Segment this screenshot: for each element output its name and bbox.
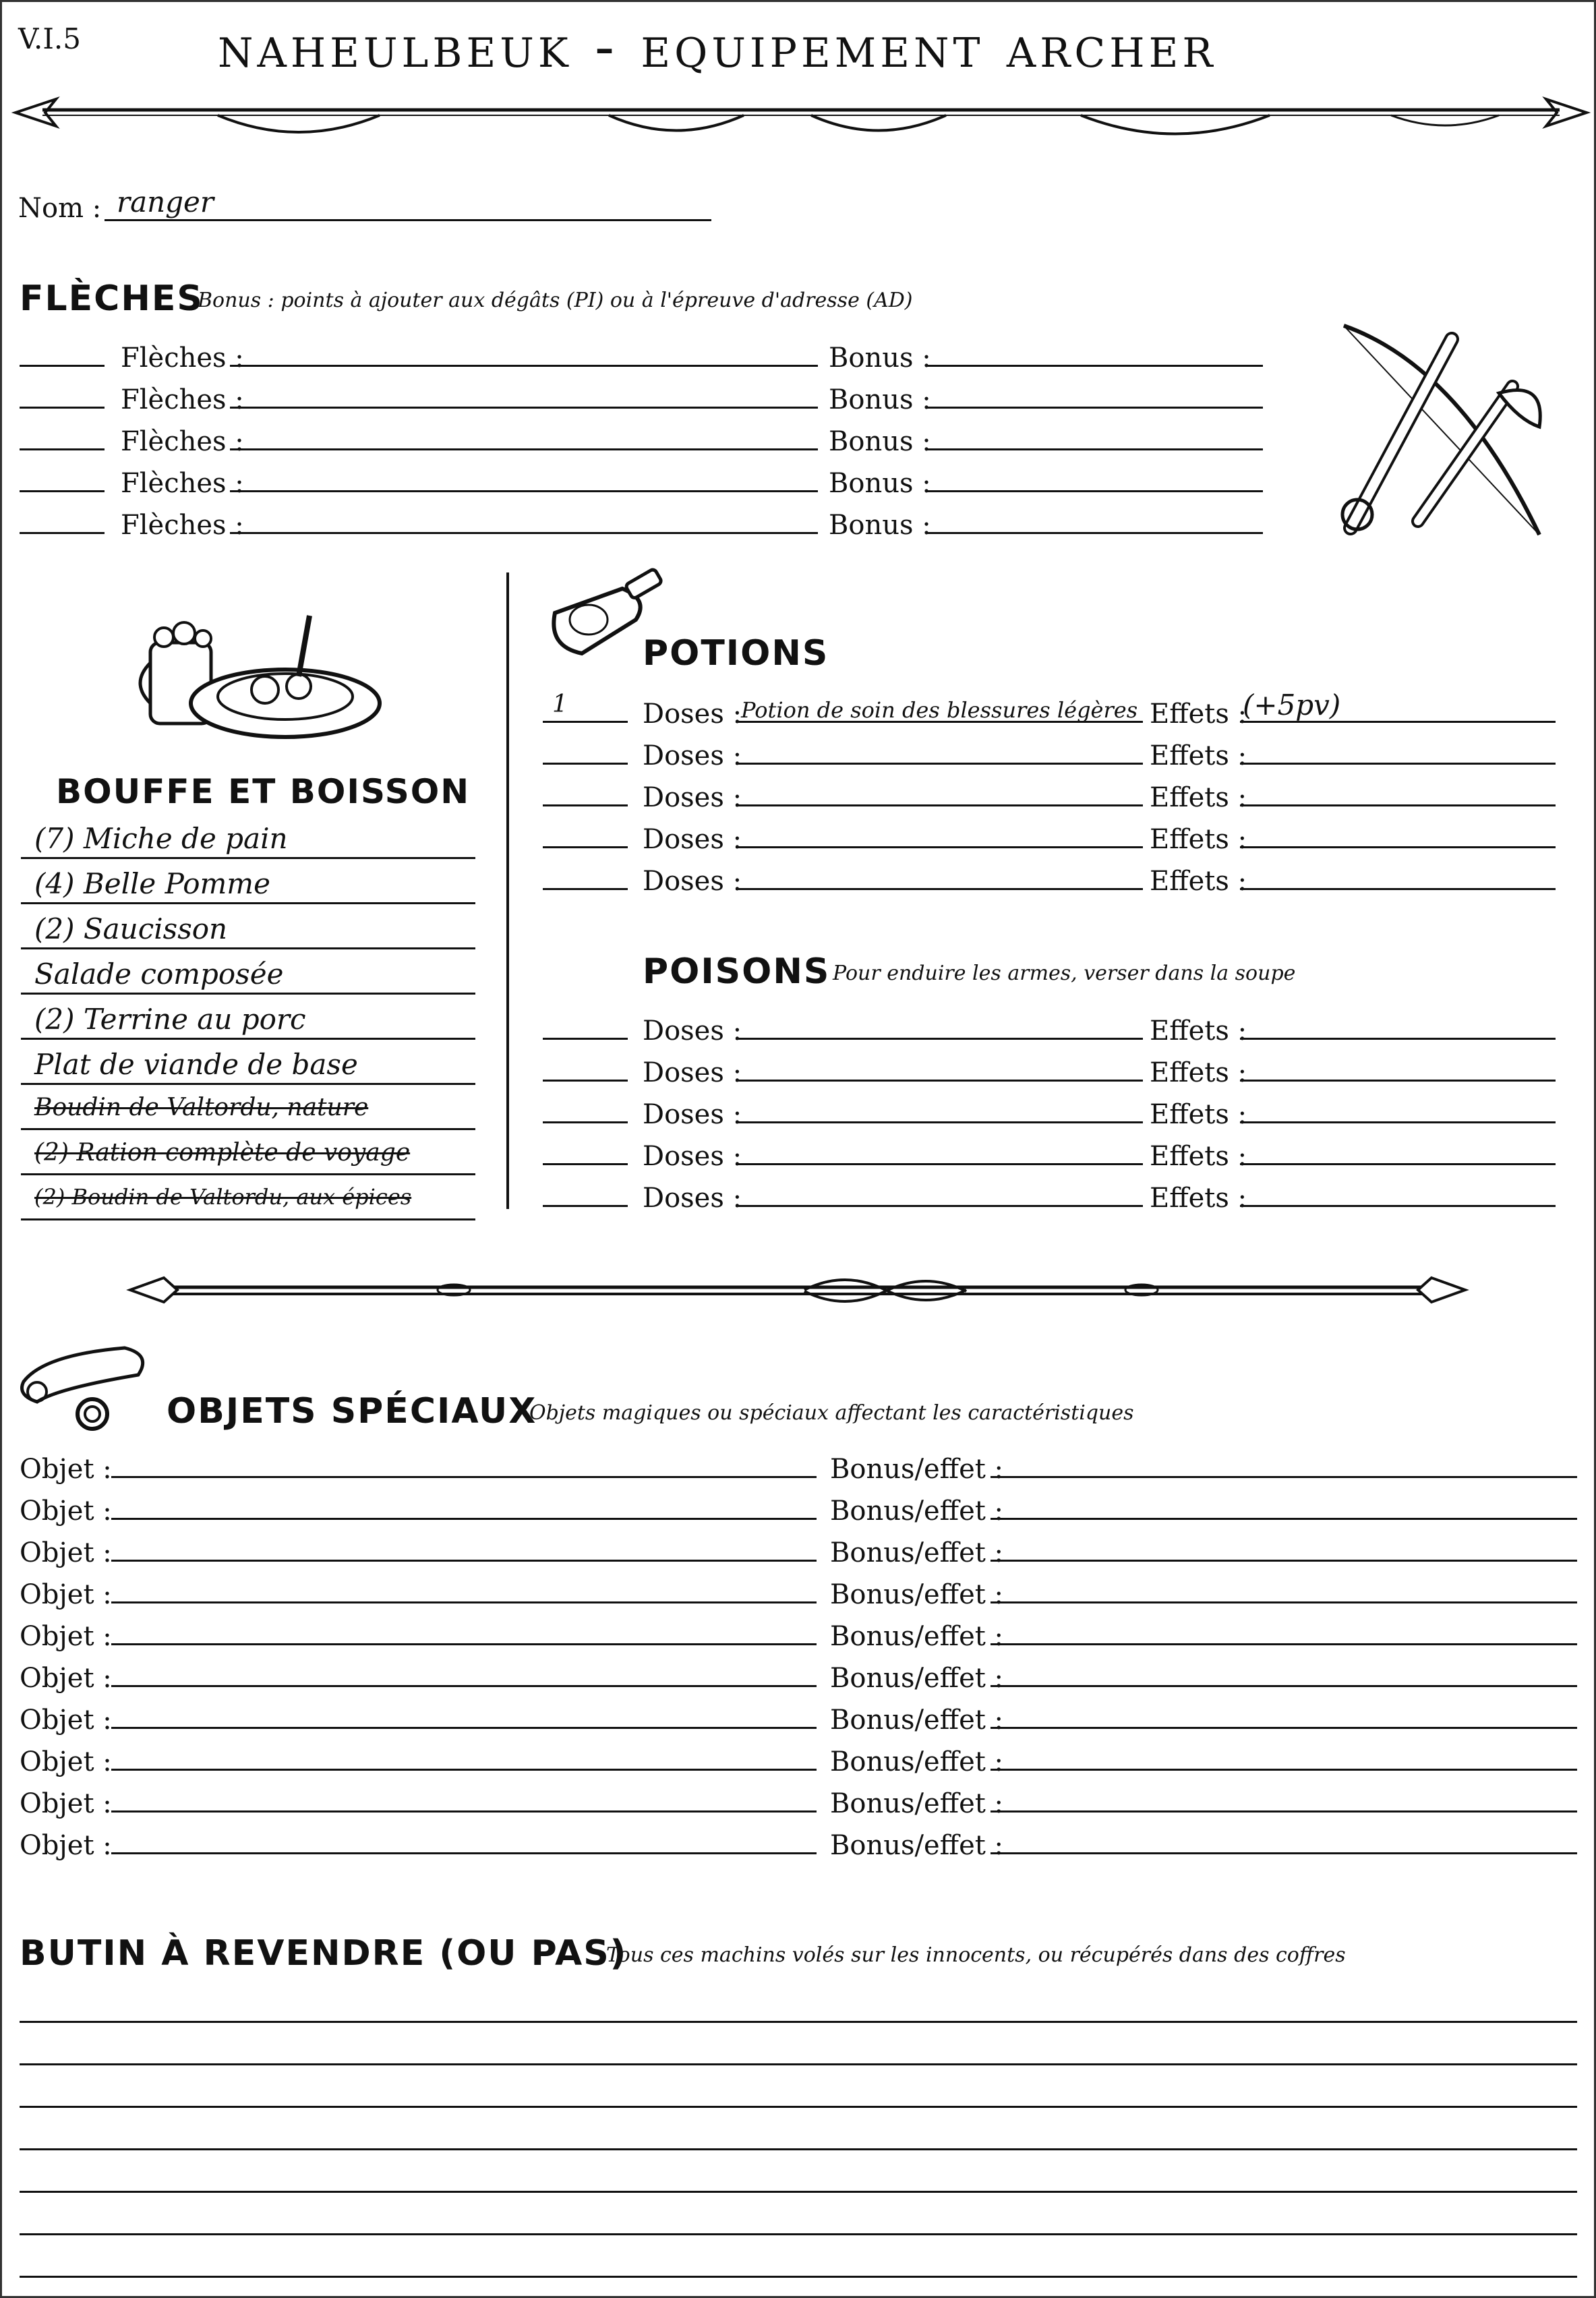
food-item[interactable]: Salade composée bbox=[34, 958, 284, 991]
objet-bonus-label: Bonus/effet : bbox=[830, 1663, 1004, 1694]
butin-line[interactable] bbox=[20, 2106, 1577, 2108]
objet-label: Objet : bbox=[20, 1454, 112, 1485]
fleches-row-label: Flèches : bbox=[121, 426, 244, 457]
objet-bonus-line[interactable] bbox=[991, 1727, 1577, 1729]
objet-line[interactable] bbox=[111, 1727, 817, 1729]
butin-title: BUTIN À REVENDRE (OU PAS) bbox=[20, 1933, 628, 1974]
fleches-bonus-line[interactable] bbox=[926, 532, 1263, 534]
potions-effets-label: Effets : bbox=[1150, 824, 1247, 855]
fleches-qty-line[interactable] bbox=[20, 532, 105, 534]
column-separator bbox=[506, 572, 509, 1209]
potions-name-line[interactable] bbox=[736, 846, 1143, 848]
objet-line[interactable] bbox=[111, 1643, 817, 1645]
potions-qty-line[interactable] bbox=[543, 721, 628, 723]
fleches-qty-line[interactable] bbox=[20, 448, 105, 450]
food-item-line bbox=[21, 993, 475, 995]
fleches-row-label: Flèches : bbox=[121, 384, 244, 415]
objet-bonus-label: Bonus/effet : bbox=[830, 1537, 1004, 1568]
objet-line[interactable] bbox=[111, 1769, 817, 1771]
poisons-name-line[interactable] bbox=[736, 1121, 1143, 1123]
objet-bonus-line[interactable] bbox=[991, 1769, 1577, 1771]
poisons-name-line[interactable] bbox=[736, 1163, 1143, 1165]
potions-doses-label: Doses : bbox=[643, 740, 742, 771]
potions-qty[interactable]: 1 bbox=[552, 690, 568, 718]
fleches-bonus-line[interactable] bbox=[926, 407, 1263, 409]
butin-line[interactable] bbox=[20, 2233, 1577, 2235]
objet-label: Objet : bbox=[20, 1663, 112, 1694]
potions-name-line[interactable] bbox=[736, 763, 1143, 765]
arrow-divider-icon bbox=[16, 88, 1587, 149]
fleches-qty-line[interactable] bbox=[20, 490, 105, 492]
potions-effets-label: Effets : bbox=[1150, 866, 1247, 897]
butin-line[interactable] bbox=[20, 2063, 1577, 2065]
fleches-bonus-line[interactable] bbox=[926, 365, 1263, 367]
objet-bonus-line[interactable] bbox=[991, 1685, 1577, 1687]
potions-effet-line[interactable] bbox=[1240, 804, 1556, 806]
objet-bonus-line[interactable] bbox=[991, 1810, 1577, 1813]
potions-effet-line[interactable] bbox=[1240, 763, 1556, 765]
potions-effet-line[interactable] bbox=[1240, 846, 1556, 848]
fleches-bonus-label: Bonus : bbox=[829, 343, 931, 374]
poisons-effets-label: Effets : bbox=[1150, 1141, 1247, 1172]
objet-bonus-label: Bonus/effet : bbox=[830, 1830, 1004, 1861]
fleches-bonus-label: Bonus : bbox=[829, 426, 931, 457]
potions-name-line[interactable] bbox=[736, 888, 1143, 890]
objet-bonus-label: Bonus/effet : bbox=[830, 1746, 1004, 1777]
poisons-doses-label: Doses : bbox=[643, 1057, 742, 1088]
potions-effet[interactable]: (+5pv) bbox=[1243, 688, 1341, 721]
potions-qty-line[interactable] bbox=[543, 804, 628, 806]
butin-line[interactable] bbox=[20, 2148, 1577, 2150]
poisons-effets-label: Effets : bbox=[1150, 1015, 1247, 1047]
objet-bonus-line[interactable] bbox=[991, 1476, 1577, 1478]
food-item-line bbox=[21, 1128, 475, 1130]
poisons-effet-line[interactable] bbox=[1240, 1080, 1556, 1082]
food-item-line bbox=[21, 1038, 475, 1040]
food-item-line bbox=[21, 1083, 475, 1085]
potions-effets-label: Effets : bbox=[1150, 782, 1247, 813]
poisons-doses-label: Doses : bbox=[643, 1141, 742, 1172]
fleches-qty-line[interactable] bbox=[20, 365, 105, 367]
objet-bonus-line[interactable] bbox=[991, 1518, 1577, 1520]
potions-name[interactable]: Potion de soin des blessures légères bbox=[741, 697, 1138, 723]
poisons-subtitle: Pour enduire les armes, verser dans la soupe bbox=[833, 962, 1296, 985]
food-item[interactable]: (4) Belle Pomme bbox=[34, 867, 270, 900]
food-item-line bbox=[21, 1173, 475, 1175]
scroll-ring-icon bbox=[17, 1341, 158, 1436]
food-item[interactable]: (2) Ration complète de voyage bbox=[34, 1139, 411, 1167]
objet-bonus-label: Bonus/effet : bbox=[830, 1621, 1004, 1652]
fleches-bonus-label: Bonus : bbox=[829, 510, 931, 541]
objets-title: OBJETS SPÉCIAUX bbox=[167, 1391, 537, 1432]
food-item-line bbox=[21, 902, 475, 904]
objet-bonus-label: Bonus/effet : bbox=[830, 1579, 1004, 1610]
food-item[interactable]: (2) Terrine au porc bbox=[34, 1003, 306, 1036]
potions-effet-line[interactable] bbox=[1240, 888, 1556, 890]
fleches-value-line[interactable] bbox=[230, 490, 818, 492]
poisons-doses-label: Doses : bbox=[643, 1099, 742, 1130]
objet-line[interactable] bbox=[111, 1518, 817, 1520]
staff-divider-icon bbox=[130, 1263, 1465, 1317]
fleches-row-label: Flèches : bbox=[121, 468, 244, 499]
food-item-line bbox=[21, 947, 475, 949]
objet-line[interactable] bbox=[111, 1852, 817, 1854]
nom-field-line[interactable] bbox=[105, 219, 711, 221]
potions-doses-label: Doses : bbox=[643, 824, 742, 855]
potions-title: POTIONS bbox=[643, 633, 829, 674]
poisons-effet-line[interactable] bbox=[1240, 1038, 1556, 1040]
objet-line[interactable] bbox=[111, 1685, 817, 1687]
version-label: V.I.5 bbox=[18, 22, 82, 55]
poisons-qty-line[interactable] bbox=[543, 1205, 628, 1207]
food-item-line bbox=[21, 1218, 475, 1220]
poisons-title: POISONS bbox=[643, 951, 831, 992]
objet-bonus-line[interactable] bbox=[991, 1852, 1577, 1854]
crossed-weapons-icon bbox=[1324, 312, 1566, 555]
fleches-subtitle: Bonus : points à ajouter aux dégâts (PI) ou à l'épreuve d'adresse (AD) bbox=[198, 289, 913, 312]
objet-label: Objet : bbox=[20, 1746, 112, 1777]
poisons-effets-label: Effets : bbox=[1150, 1057, 1247, 1088]
poisons-qty-line[interactable] bbox=[543, 1080, 628, 1082]
potions-qty-line[interactable] bbox=[543, 763, 628, 765]
objet-label: Objet : bbox=[20, 1830, 112, 1861]
fleches-bonus-label: Bonus : bbox=[829, 468, 931, 499]
food-mug-icon bbox=[137, 609, 380, 744]
poisons-qty-line[interactable] bbox=[543, 1163, 628, 1165]
fleches-title: FLÈCHES bbox=[20, 278, 204, 319]
objet-line[interactable] bbox=[111, 1810, 817, 1813]
objet-bonus-label: Bonus/effet : bbox=[830, 1788, 1004, 1819]
objet-line[interactable] bbox=[111, 1601, 817, 1603]
objet-line[interactable] bbox=[111, 1476, 817, 1478]
potions-effets-label: Effets : bbox=[1150, 740, 1247, 771]
food-item-line bbox=[21, 857, 475, 859]
poisons-qty-line[interactable] bbox=[543, 1121, 628, 1123]
poisons-effets-label: Effets : bbox=[1150, 1099, 1247, 1130]
objet-label: Objet : bbox=[20, 1788, 112, 1819]
fleches-bonus-line[interactable] bbox=[926, 490, 1263, 492]
poisons-effet-line[interactable] bbox=[1240, 1121, 1556, 1123]
fleches-row-label: Flèches : bbox=[121, 343, 244, 374]
food-item[interactable]: (2) Boudin de Valtordu, aux épices bbox=[34, 1184, 412, 1210]
food-item[interactable]: Plat de viande de base bbox=[34, 1048, 358, 1081]
objet-label: Objet : bbox=[20, 1496, 112, 1527]
objet-label: Objet : bbox=[20, 1621, 112, 1652]
objet-label: Objet : bbox=[20, 1537, 112, 1568]
potions-effets-label: Effets : bbox=[1150, 699, 1247, 730]
page-title: naheulbeuk - equipement archer bbox=[218, 13, 1217, 81]
poisons-effet-line[interactable] bbox=[1240, 1163, 1556, 1165]
butin-subtitle: Tous ces machins volés sur les innocents, ou récupérés dans des coffres bbox=[606, 1943, 1346, 1967]
potions-name-line[interactable] bbox=[736, 804, 1143, 806]
objet-bonus-label: Bonus/effet : bbox=[830, 1705, 1004, 1736]
objet-bonus-label: Bonus/effet : bbox=[830, 1454, 1004, 1485]
fleches-qty-line[interactable] bbox=[20, 407, 105, 409]
objet-label: Objet : bbox=[20, 1579, 112, 1610]
fleches-row-label: Flèches : bbox=[121, 510, 244, 541]
objets-subtitle: Objets magiques ou spéciaux affectant les caractéristiques bbox=[529, 1401, 1134, 1425]
food-item[interactable]: (7) Miche de pain bbox=[34, 822, 288, 855]
butin-line[interactable] bbox=[20, 2021, 1577, 2023]
objet-bonus-line[interactable] bbox=[991, 1601, 1577, 1603]
poisons-qty-line[interactable] bbox=[543, 1038, 628, 1040]
poisons-doses-label: Doses : bbox=[643, 1183, 742, 1214]
bouffe-title: BOUFFE ET BOISSON bbox=[56, 772, 471, 811]
fleches-bonus-label: Bonus : bbox=[829, 384, 931, 415]
nom-value[interactable]: ranger bbox=[117, 185, 214, 218]
objet-bonus-line[interactable] bbox=[991, 1560, 1577, 1562]
butin-line[interactable] bbox=[20, 2276, 1577, 2278]
objet-bonus-label: Bonus/effet : bbox=[830, 1496, 1004, 1527]
butin-line[interactable] bbox=[20, 2191, 1577, 2193]
food-item[interactable]: (2) Saucisson bbox=[34, 912, 228, 945]
potions-doses-label: Doses : bbox=[643, 866, 742, 897]
potions-doses-label: Doses : bbox=[643, 782, 742, 813]
poisons-name-line[interactable] bbox=[736, 1038, 1143, 1040]
objet-bonus-line[interactable] bbox=[991, 1643, 1577, 1645]
fleches-value-line[interactable] bbox=[230, 407, 818, 409]
food-item[interactable]: Boudin de Valtordu, nature bbox=[34, 1094, 369, 1121]
poisons-name-line[interactable] bbox=[736, 1205, 1143, 1207]
nom-label: Nom : bbox=[18, 193, 102, 224]
potions-doses-label: Doses : bbox=[643, 699, 742, 730]
fleches-value-line[interactable] bbox=[230, 365, 818, 367]
objet-line[interactable] bbox=[111, 1560, 817, 1562]
poisons-name-line[interactable] bbox=[736, 1080, 1143, 1082]
fleches-bonus-line[interactable] bbox=[926, 448, 1263, 450]
fleches-value-line[interactable] bbox=[230, 448, 818, 450]
poisons-doses-label: Doses : bbox=[643, 1015, 742, 1047]
poisons-effet-line[interactable] bbox=[1240, 1205, 1556, 1207]
potions-qty-line[interactable] bbox=[543, 888, 628, 890]
fleches-value-line[interactable] bbox=[230, 532, 818, 534]
poisons-effets-label: Effets : bbox=[1150, 1183, 1247, 1214]
potions-qty-line[interactable] bbox=[543, 846, 628, 848]
objet-label: Objet : bbox=[20, 1705, 112, 1736]
